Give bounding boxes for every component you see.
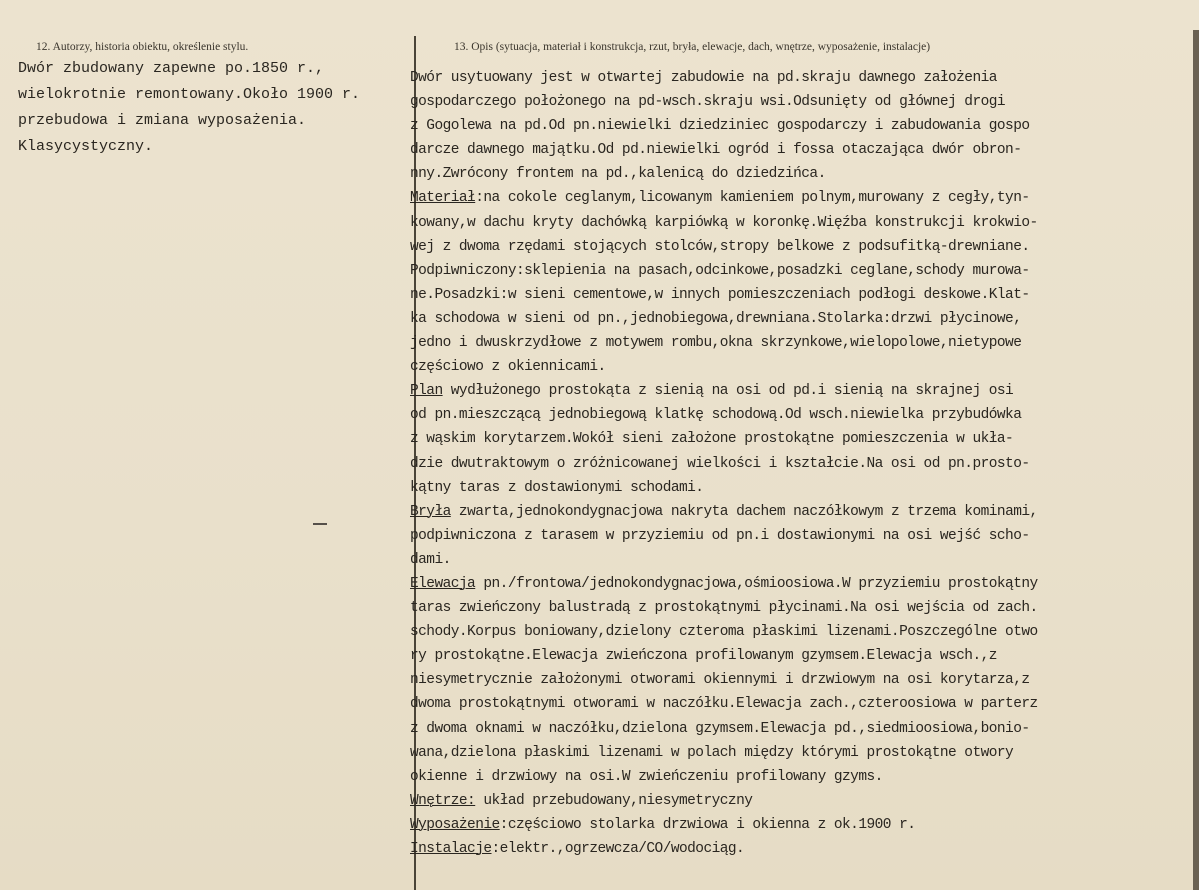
line-text: nny.Zwrócony frontem na pd.,kalenicą do dziedzińca. <box>410 166 826 183</box>
line-text: darcze dawnego majątku.Od pd.niewielki ogród i fossa otaczająca dwór obron- <box>410 142 1022 159</box>
description-text <box>410 66 1192 861</box>
section-keyword: Wnętrze: <box>410 792 476 809</box>
section-keyword: Elewacja <box>410 575 476 592</box>
line-text: niesymetrycznie założonymi otworami okiennymi i drzwiowym na osi korytarza,z <box>410 672 1030 689</box>
description-line <box>410 403 1192 427</box>
description-line <box>410 668 1192 692</box>
line-text: częściowo z okiennicami. <box>410 359 606 376</box>
line-text: dami. <box>410 551 451 568</box>
line-text: kowany,w dachu kryty dachówką karpiówką w koronkę.Więźba konstrukcji krokwio- <box>410 214 1038 231</box>
line-text: od pn.mieszczącą jednobiegową klatkę schodową.Od wsch.niewielka przybudówka <box>410 407 1022 424</box>
description-line <box>410 741 1192 765</box>
description-line <box>410 186 1192 210</box>
line-text: zwarta,jednokondygnacjowa nakryta dachem naczółkowym z trzema kominami, <box>450 503 1038 520</box>
line-text: układ przebudowany,niesymetryczny <box>475 792 753 809</box>
description-line <box>410 476 1192 500</box>
stray-mark <box>313 523 327 525</box>
section-keyword: Instalacje <box>410 841 492 857</box>
line-text: Dwór usytuowany jest w otwartej zabudowie na pd.skraju dawnego założenia <box>410 70 997 86</box>
description-line <box>410 235 1192 259</box>
description-line <box>410 66 1192 90</box>
description-line <box>410 331 1192 355</box>
right-column-header: 13. Opis (sytuacja, materiał i konstrukcja, rzut, bryła, elewacje, dach, wnętrze, wyposażenie, instalacje) <box>454 41 931 53</box>
description-line <box>410 548 1192 572</box>
section-keyword: Wyposażenie <box>410 816 500 833</box>
description-line <box>410 283 1192 307</box>
line-text: z dwoma oknami w naczółku,dzielona gzymsem.Elewacja pd.,siedmioosiowa,bonio- <box>410 720 1030 737</box>
description-line <box>410 114 1192 138</box>
history-line: Dwór zbudowany zapewne po.1850 r., <box>18 60 325 77</box>
description-line <box>410 572 1192 596</box>
description-line <box>410 379 1192 403</box>
line-text: schody.Korpus boniowany,dzielony czteroma płaskimi lizenami.Poszczególne otwo <box>410 624 1038 641</box>
section-keyword: Plan <box>410 383 443 400</box>
history-text <box>18 56 408 160</box>
line-text: podpiwniczona z tarasem w przyziemiu od pn.i dostawionymi na osi wejść scho- <box>410 527 1030 544</box>
line-text: ne.Posadzki:w sieni cementowe,w innych pomieszczeniach podłogi deskowe.Klat- <box>410 286 1030 303</box>
description-line <box>410 90 1192 114</box>
description-line <box>410 162 1192 186</box>
history-line: wielokrotnie remontowany.Około 1900 r. <box>18 86 361 103</box>
description-line <box>410 524 1192 548</box>
line-text: :częściowo stolarka drzwiowa i okienna z ok.1900 r. <box>499 816 916 833</box>
description-line <box>410 813 1192 837</box>
page-edge <box>1193 30 1199 890</box>
line-text: dwoma prostokątnymi otworami w naczółku.Elewacja zach.,czteroosiowa w parterz <box>410 696 1038 713</box>
history-line: przebudowa i zmiana wyposażenia. <box>18 112 307 129</box>
description-line <box>410 307 1192 331</box>
line-text: wej z dwoma rzędami stojących stolców,stropy belkowe z podsufitką-drewniane. <box>410 238 1030 255</box>
section-keyword: Materiał <box>410 190 476 207</box>
line-text: gospodarczego położonego na pd-wsch.skraju wsi.Odsunięty od głównej drogi <box>410 94 1006 111</box>
line-text: Podpiwniczony:sklepienia na pasach,odcinkowe,posadzki ceglane,schody murowa- <box>410 262 1030 279</box>
description-line <box>410 138 1192 162</box>
line-text: :elektr.,ogrzewcza/CO/wodociąg. <box>491 841 745 857</box>
line-text: jedno i dwuskrzydłowe z motywem rombu,okna skrzynkowe,wielopolowe,nietypowe <box>410 335 1022 352</box>
description-line <box>410 717 1192 741</box>
description-line <box>410 500 1192 524</box>
line-text: wana,dzielona płaskimi lizenami w polach między którymi prostokątne otwory <box>410 744 1014 761</box>
line-text: okienne i drzwiowy na osi.W zwieńczeniu profilowany gzyms. <box>410 768 883 785</box>
line-text: ka schodowa w sieni od pn.,jednobiegowa,drewniana.Stolarka:drzwi płycinowe, <box>410 310 1022 327</box>
line-text: z Gogolewa na pd.Od pn.niewielki dziedziniec gospodarczy i zabudowania gospo <box>410 118 1030 135</box>
line-text: taras zwieńczony balustradą z prostokątnymi płycinami.Na osi wejścia od zach. <box>410 600 1038 617</box>
description-line <box>410 596 1192 620</box>
line-text: wydłużonego prostokąta z sienią na osi od pd.i sienią na skrajnej osi <box>442 383 1014 400</box>
line-text: :na cokole ceglanym,licowanym kamieniem polnym,murowany z cegły,tyn- <box>475 190 1030 207</box>
section-keyword: Bryła <box>410 503 451 520</box>
history-line: Klasycystyczny. <box>18 138 154 155</box>
description-line <box>410 644 1192 668</box>
line-text: pn./frontowa/jednokondygnacjowa,ośmioosiowa.W przyziemiu prostokątny <box>475 575 1038 592</box>
left-column-header: 12. Autorzy, historia obiektu, określenie stylu. <box>36 41 249 53</box>
description-line <box>410 259 1192 283</box>
description-line <box>410 692 1192 716</box>
description-line <box>410 211 1192 235</box>
line-text: dzie dwutraktowym o zróżnicowanej wielkości i kształcie.Na osi od pn.prosto- <box>410 455 1030 472</box>
line-text: kątny taras z dostawionymi schodami. <box>410 479 704 496</box>
description-line <box>410 620 1192 644</box>
description-line <box>410 452 1192 476</box>
line-text: z wąskim korytarzem.Wokół sieni założone prostokątne pomieszczenia w ukła- <box>410 431 1014 448</box>
description-line <box>410 789 1192 813</box>
description-line <box>410 837 1192 861</box>
description-line <box>410 355 1192 379</box>
description-line <box>410 765 1192 789</box>
line-text: ry prostokątne.Elewacja zwieńczona profilowanym gzymsem.Elewacja wsch.,z <box>410 648 997 665</box>
description-line <box>410 427 1192 451</box>
